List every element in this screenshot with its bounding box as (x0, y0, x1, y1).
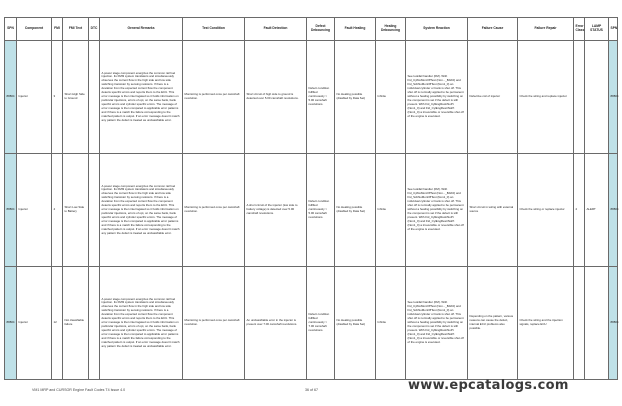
cell-lamp-status (585, 267, 609, 380)
cell-component: Injector (17, 267, 52, 380)
footer-document-title: VM1 MRP and CURSOR Engine Fault Codes T4 Issue 4.0 (32, 388, 126, 392)
cell-fmi: 12 (52, 267, 63, 380)
column-header: Defect Debouncing (307, 18, 335, 41)
cell-fmi-text: Short Low Side to Battery (63, 154, 89, 267)
column-header: General Remarks (100, 18, 183, 41)
cell-failure-cause: Defective coil of injector (468, 41, 518, 154)
cell-test-condition: Monitoring is performed once per camshaft revolution. (183, 41, 245, 154)
column-header: Failure Cause (468, 18, 518, 41)
table-body (5, 41, 618, 380)
cell-system-reaction: See lookfail handler (FM). With Fid_CylNoMonOffTest (Non..._BAK0) and Fid_ScbNoMonOffTest (Non1_0) an individual cylinder or bank is shut off. This shut off is normally applied to be permanent without a healing possibility by switching on the component is set if the defect is still present. With Fid_CylEngRestrNoPt (Non1_0) and Fid_CylEngRestrNoPt (Non1_0) a irreversible or reversible shut off of the engine is executed. (406, 41, 468, 154)
cell-healing-debouncing: Infinite (376, 41, 406, 154)
cell-spn-end: 88804 (609, 41, 618, 154)
cell-error-class (574, 41, 585, 154)
cell-failure-cause: Depending on the pattern, various reasons can cause the defect, internal ECU problems also possible. (468, 267, 518, 380)
cell-failure-repair: Check the wiring or replace injector (518, 154, 574, 267)
header-row (5, 18, 618, 41)
cell-fmi-text: Short High Side to Ground (63, 41, 89, 154)
cell-dtc (89, 267, 100, 380)
cell-fault-healing: No Healing possible (disabled by Data Set) (335, 154, 376, 267)
cell-lamp-status: ALERT (585, 154, 609, 267)
column-header: Failure Repair (518, 18, 574, 41)
cell-fault-detection: Short circuit of high side to ground is detected over 5.00 camshaft revolutions. (245, 41, 307, 154)
cell-remarks: A power stage component energizes the common rail fuel injection. Its FMI3 system translators and simultaneously observes the current flow in the high side and low side switching transistor by sensing resistors. If there is a deviation from the expected current flow the component detects specific errors and reports them to the ECU. This error message is then interrogated so it holds information on particular injections, errors of opt, on the same bank, bank specific errors and cylinder specific errors. The message of error message is then compared to applicable error patterns and if there is a match the failure corresponding to the matched pattern is output. If an error message doesn't match any pattern the defect is treated as unclassifiable error. (100, 267, 183, 380)
cell-fault-healing: No Healing possible (disabled by Data Set) (335, 267, 376, 380)
cell-component: Injector (17, 154, 52, 267)
footer-page-number: 36 of 67 (305, 388, 318, 392)
cell-system-reaction: See lookfail handler (FM). With Fid_CylNoMonOffTest (Non..._BAK0) and Fid_ScbNoMonOffTest (Non1_0) an individual cylinder or bank is shut off. This shut off is normally applied to be permanent without a healing possibility by switching on the component is set if the defect is still present. With Fid_CylEngRestrNoPt (Non1_0) and Fid_CylEngRestrNoPt (Non1_0) a irreversible or reversible shut off of the engine is executed. (406, 267, 468, 380)
cell-fmi: 4 (52, 154, 63, 267)
cell-defect-debouncing: Defect condition fulfilled continuously > 5.00 camshaft revolutions. (307, 41, 335, 154)
column-header: Component (17, 18, 52, 41)
cell-system-reaction: See lookfail handler (FM). With Fid_CylNoMonOffTest (Non..._BAK0) and Fid_ScbNoMonOffTest (Non1_0) an individual cylinder or bank is shut off. This shut off is normally applied to be permanent without a healing possibility by switching on the component is set if the defect is still present. With Fid_CylEngRestrNoPt (Non1_0) and Fid_CylEngRestrNoPt (Non1_0) a irreversible or reversible shut off of the engine is executed. (406, 154, 468, 267)
cell-test-condition: Monitoring is performed once per camshaft revolution. (183, 267, 245, 380)
cell-fault-detection: A short circuit of the injector (low side to battery voltage) is detected over 5.00 camshaft revolutions. (245, 154, 307, 267)
cell-remarks: A power stage component energizes the common rail fuel injection. Its FMI3 system translators and simultaneously observes the current flow in the high side and low side switching transistor by sensing resistors. If there is a deviation from the expected current flow the component detects specific errors and reports them to the ECU. This error message is then interrogated so it holds information on particular injections, errors of opt, on the same bank, bank specific errors and cylinder specific errors. The message of error message is then compared to applicable error patterns and if there is a match the failure corresponding to the matched pattern is output. If an error message doesn't match any pattern the defect is treated as unclassifiable error. (100, 41, 183, 154)
cell-fault-healing: No Healing possible (disabled by Data Set) (335, 41, 376, 154)
cell-spn-end: 88804 (609, 267, 618, 380)
column-header: SPN (609, 18, 618, 41)
cell-healing-debouncing: Infinite (376, 267, 406, 380)
column-header: FMI Text (63, 18, 89, 41)
column-header: Healing Debouncing (376, 18, 406, 41)
cell-error-class (574, 267, 585, 380)
cell-test-condition: Monitoring is performed once per camshaft revolution. (183, 154, 245, 267)
cell-fmi: 3 (52, 41, 63, 154)
cell-dtc (89, 41, 100, 154)
cell-defect-debouncing: Defect condition fulfilled continuously > 5.00 camshaft revolutions. (307, 154, 335, 267)
cell-failure-repair: Check the wiring and the injection signals, replace ECU (518, 267, 574, 380)
cell-failure-repair: Check the wiring and replace injector (518, 41, 574, 154)
fault-code-table (4, 17, 618, 380)
cell-spn: 88804 (5, 154, 17, 267)
column-header: Test Condition (183, 18, 245, 41)
table-row (5, 154, 618, 267)
cell-spn: 88804 (5, 267, 17, 380)
column-header: System Reaction (406, 18, 468, 41)
cell-fault-detection: An unclassifiable error in the injector is present over 7.00 camshaft revolutions. (245, 267, 307, 380)
cell-spn-end: 88804 (609, 154, 618, 267)
watermark: www.epcatalogs.com (408, 378, 569, 393)
column-header: DTC (89, 18, 100, 41)
cell-error-class: 2 (574, 154, 585, 267)
column-header: Fault Detection (245, 18, 307, 41)
column-header: SPN (5, 18, 17, 41)
table-row (5, 41, 618, 154)
column-header: FMI (52, 18, 63, 41)
cell-remarks: A power stage component energizes the common rail fuel injection. Its FMI3 system translators and simultaneously observes the current flow in the high side and low side switching transistor by sensing resistors. If there is a deviation from the expected current flow the component detects specific errors and reports them to the ECU. This error message is then interrogated so it holds information on particular injections, errors of opt, on the same bank, bank specific errors and cylinder specific errors. The message of error message is then compared to applicable error patterns and if there is a match the failure corresponding to the matched pattern is output. If an error message doesn't match any pattern the defect is treated as unclassifiable error. (100, 154, 183, 267)
cell-fmi-text: Not classifiable failure (63, 267, 89, 380)
cell-component: Injector (17, 41, 52, 154)
cell-dtc (89, 154, 100, 267)
column-header: LAMP STATUS (585, 18, 609, 41)
column-header: Fault Healing (335, 18, 376, 41)
cell-defect-debouncing: Defect condition fulfilled continuously > 7.00 camshaft revolutions. (307, 267, 335, 380)
cell-lamp-status (585, 41, 609, 154)
column-header: Error Class (574, 18, 585, 41)
cell-spn: 88804 (5, 41, 17, 154)
cell-healing-debouncing: Infinite (376, 154, 406, 267)
cell-failure-cause: Short circuit in wiring with external source (468, 154, 518, 267)
table-row (5, 267, 618, 380)
